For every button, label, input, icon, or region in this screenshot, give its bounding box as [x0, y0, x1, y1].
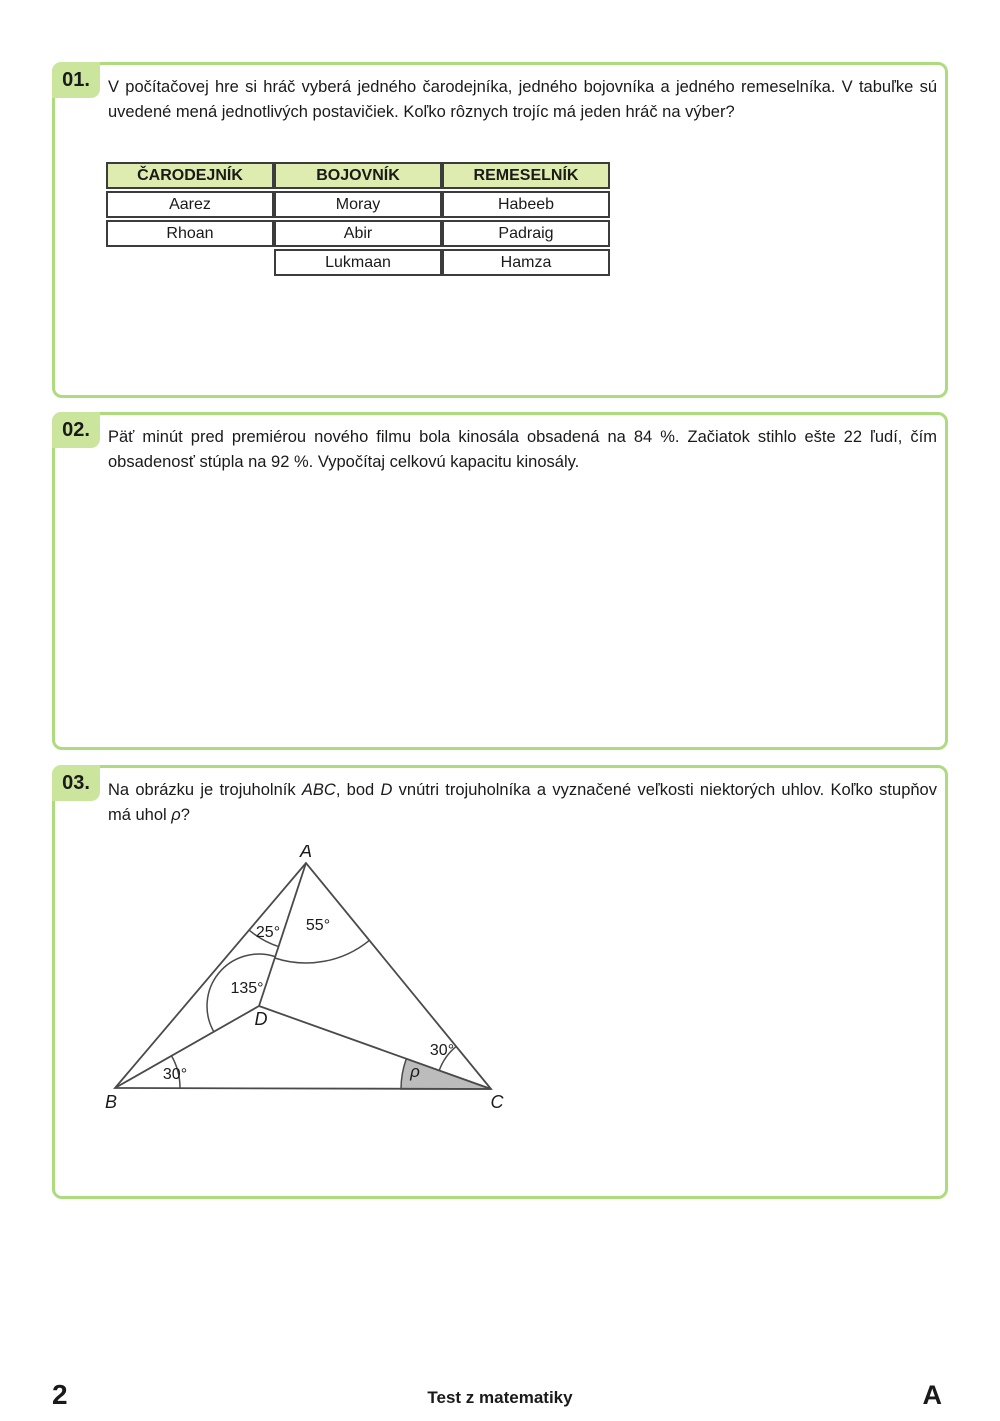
- question-box-01: [52, 62, 948, 398]
- question-03-text: Na obrázku je trojuholník ABC, bod D vnútri trojuholníka a vyznačené veľkosti niektorých uhlov. Koľko stupňov má uhol ρ?: [108, 781, 937, 824]
- angle-arc-dac: [275, 940, 370, 963]
- table-cell: Lukmaan: [274, 249, 442, 276]
- vertex-label-d: D: [254, 1009, 268, 1029]
- table-cell: Rhoan: [106, 220, 274, 247]
- table-header-remeselnik: REMESELNÍK: [442, 162, 610, 189]
- triangle-diagram-svg: [103, 845, 533, 1125]
- question-01-text: V počítačovej hre si hráč vyberá jedného čarodejníka, jedného bojovníka a jedného remeselníka. V tabuľke sú uvedené mená jednotlivých postavičiek. Koľko rôznych trojíc má jeden hráč na výber?: [108, 78, 937, 121]
- footer-page-number: 2: [52, 1379, 68, 1410]
- table-cell: Hamza: [442, 249, 610, 276]
- question-01-number-badge: 01.: [52, 62, 100, 98]
- vertex-label-a: A: [299, 845, 313, 861]
- angle-label-rho: ρ: [410, 1062, 420, 1081]
- table-row: [106, 249, 610, 276]
- triangle-diagram: [103, 845, 533, 1125]
- angle-label-55: 55°: [305, 917, 331, 934]
- angle-label-30-b: 30°: [162, 1066, 188, 1083]
- question-02-number-badge: 02.: [52, 412, 100, 448]
- table-cell: Habeeb: [442, 191, 610, 218]
- table-cell-empty: [106, 249, 274, 276]
- character-table: [106, 160, 610, 278]
- table-cell: Abir: [274, 220, 442, 247]
- footer-variant-letter: A: [922, 1380, 942, 1410]
- table-cell: Padraig: [442, 220, 610, 247]
- question-03-number-badge: 03.: [52, 765, 100, 801]
- table-row: [106, 191, 610, 218]
- table-cell: Aarez: [106, 191, 274, 218]
- footer-title: Test z matematiky: [427, 1388, 573, 1407]
- angle-label-30-c: 30°: [429, 1042, 455, 1059]
- table-cell: Moray: [274, 191, 442, 218]
- vertex-label-c: C: [490, 1092, 504, 1112]
- table-header-bojovnik: BOJOVNÍK: [274, 162, 442, 189]
- table-header-carodejnik: ČARODEJNÍK: [106, 162, 274, 189]
- character-table-header-row: [106, 162, 610, 189]
- table-row: [106, 220, 610, 247]
- angle-label-25: 25°: [255, 924, 281, 941]
- question-box-03: [52, 765, 948, 1199]
- vertex-label-b: B: [104, 1092, 118, 1112]
- question-box-02: [52, 412, 948, 750]
- angle-label-135: 135°: [230, 980, 264, 997]
- question-02-text: Päť minút pred premiérou nového filmu bola kinosála obsadená na 84 %. Začiatok stihlo ešte 22 ľudí, čím obsadenosť stúpla na 92 %. Vypočítaj celkovú kapacitu kinosály.: [108, 428, 937, 471]
